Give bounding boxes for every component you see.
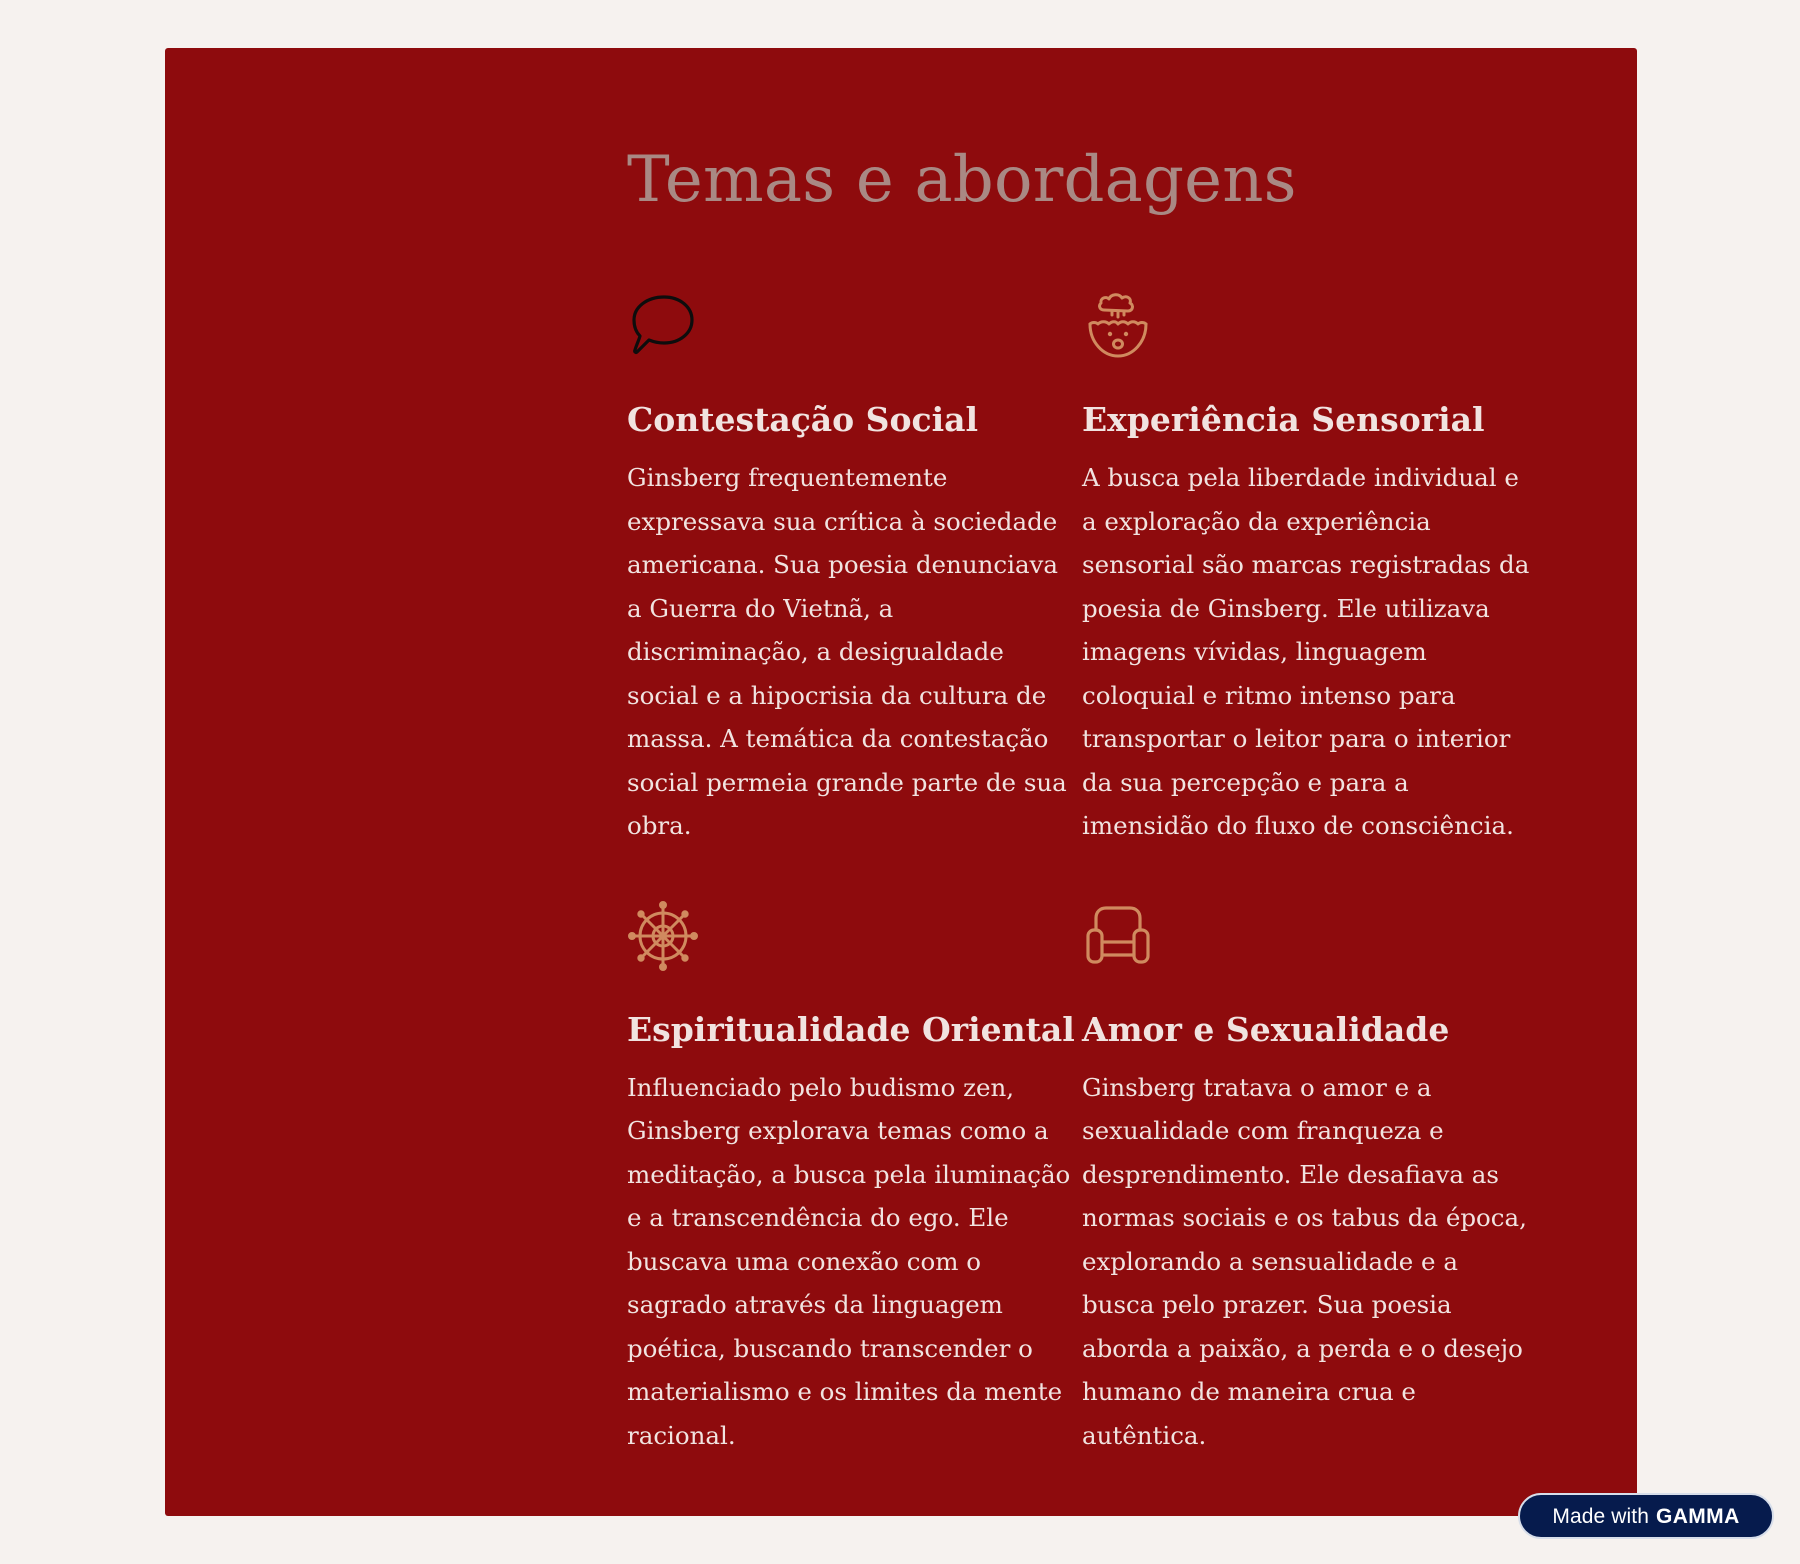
theme-heading: Amor e Sexualidade: [1082, 1009, 1450, 1049]
theme-card-amor-e-sexualidade: [1082, 900, 1557, 1458]
theme-heading: Espiritualidade Oriental: [627, 1009, 1075, 1049]
theme-heading: Experiência Sensorial: [1082, 400, 1485, 439]
theme-description: A busca pela liberdade individual e a exploração da experiência sensorial são marcas registradas da poesia de Ginsberg. Ele utilizava imagens vívidas, linguagem coloquial e ritmo intenso para transportar o leitor para o interior da sua percepção e para a imensidão do fluxo de consciência.: [1082, 463, 1530, 840]
speech-bubble-icon: [627, 290, 699, 362]
content-area: [627, 140, 1557, 1450]
theme-card-espiritualidade-oriental: [627, 900, 1082, 1458]
theme-description: Influenciado pelo budismo zen, Ginsberg explorava temas como a meditação, a busca pela iluminação e a transcendência do ego. Ele buscava uma conexão com o sagrado através da linguagem poética, buscando transcender o materialismo e os limites da mente racional.: [627, 1072, 1071, 1450]
dharma-wheel-icon: [627, 900, 699, 972]
armchair-icon: [1082, 900, 1154, 972]
mind-blown-icon: [1082, 290, 1154, 362]
theme-heading: Contestação Social: [627, 400, 979, 439]
made-with-gamma-badge[interactable]: [1518, 1493, 1774, 1539]
themes-grid: [627, 290, 1557, 1457]
gamma-logo-text: GAMMA: [1655, 1504, 1740, 1528]
theme-description: Ginsberg frequentemente expressava sua crítica à sociedade americana. Sua poesia denunciava a Guerra do Vietnã, a discriminação, a desigualdade social e a hipocrisia da cultura de massa. A temática da contestação social permeia grande parte de sua obra.: [627, 463, 1067, 840]
made-with-label: Made with: [1552, 1504, 1649, 1528]
theme-description: Ginsberg tratava o amor e a sexualidade com franqueza e desprendimento. Ele desafiava as normas sociais e os tabus da época, explorando a sensualidade e a busca pelo prazer. Sua poesia aborda a paixão, a perda e o desejo humano de maneira crua e autêntica.: [1082, 1072, 1527, 1450]
theme-card-contestacao-social: [627, 290, 1082, 848]
page-title: Temas e abordagens: [627, 143, 1297, 217]
content-card: [165, 48, 1637, 1516]
theme-card-experiencia-sensorial: [1082, 290, 1557, 848]
